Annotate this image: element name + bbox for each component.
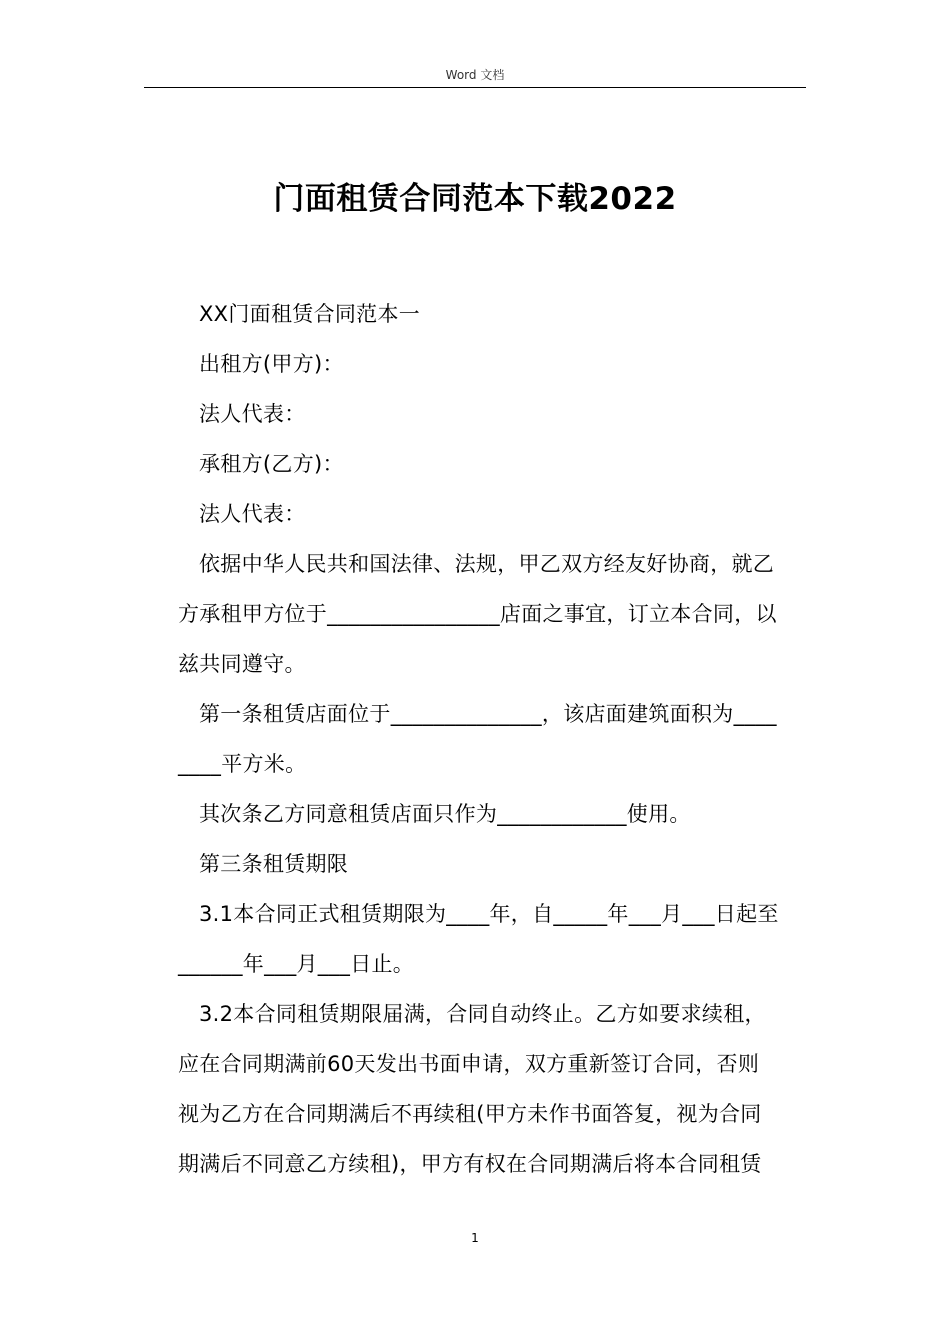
- paragraph: [178, 989, 806, 1189]
- paragraph: [178, 839, 806, 889]
- text-line: ____平方米。: [178, 752, 307, 776]
- document-body: [178, 289, 806, 1189]
- text-line: 承租方(乙方)：: [199, 452, 344, 476]
- text-line: XX门面租赁合同范本一: [199, 302, 421, 326]
- paragraph: [178, 889, 806, 989]
- text-line: ______年___月___日止。: [178, 952, 415, 976]
- paragraph: [178, 339, 806, 389]
- page-number: 1: [471, 1231, 479, 1245]
- paragraph: [178, 389, 806, 439]
- text-line: 3.1本合同正式租赁期限为____年，自_____年___月___日起至: [199, 902, 779, 926]
- text-line: 依据中华人民共和国法律、法规，甲乙双方经友好协商，就乙: [199, 552, 775, 576]
- text-line: 3.2本合同租赁期限届满，合同自动终止。乙方如要求续租，: [199, 1002, 766, 1026]
- text-line: 法人代表：: [199, 502, 306, 526]
- header-divider: [144, 87, 806, 88]
- text-line: 其次条乙方同意租赁店面只作为____________使用。: [199, 802, 691, 826]
- text-line: 第三条租赁期限: [199, 852, 349, 876]
- header-label: Word 文档: [445, 68, 505, 82]
- text-line: 第一条租赁店面位于______________，该店面建筑面积为____: [199, 702, 777, 726]
- paragraph: [178, 789, 806, 839]
- text-line: 期满后不同意乙方续租)，甲方有权在合同期满后将本合同租赁: [178, 1152, 762, 1176]
- text-line: 应在合同期满前60天发出书面申请，双方重新签订合同，否则: [178, 1052, 760, 1076]
- paragraph: [178, 289, 806, 339]
- text-line: 方承租甲方位于________________店面之事宜，订立本合同，以: [178, 602, 777, 626]
- text-line: 出租方(甲方)：: [199, 352, 344, 376]
- text-line: 视为乙方在合同期满后不再续租(甲方未作书面答复，视为合同: [178, 1102, 762, 1126]
- paragraph: [178, 539, 806, 689]
- paragraph: [178, 439, 806, 489]
- document-title: 门面租赁合同范本下载2022: [273, 180, 677, 217]
- text-line: 兹共同遵守。: [178, 652, 306, 676]
- text-line: 法人代表：: [199, 402, 306, 426]
- paragraph: [178, 689, 806, 789]
- paragraph: [178, 489, 806, 539]
